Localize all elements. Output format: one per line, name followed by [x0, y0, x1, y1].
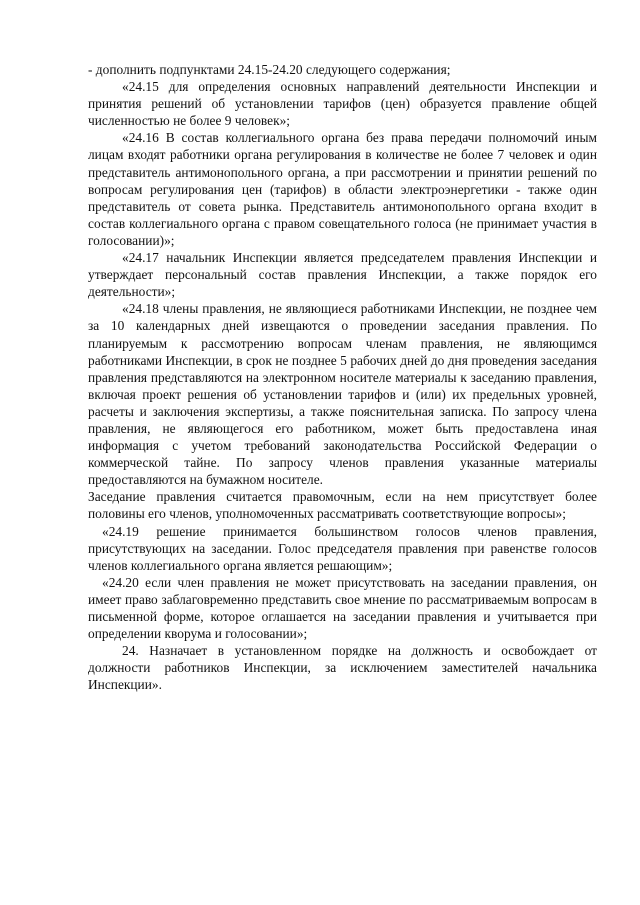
paragraph-24-19: «24.19 решение принимается большинством голосов членов правления, присутствующих на заседании. Голос председателя правления при равенстве голосов членов коллегиального органа является решающим»;	[88, 523, 597, 573]
paragraph-24-18: «24.18 члены правления, не являющиеся работниками Инспекции, не позднее чем за 10 календарных дней извещаются о проведении заседания правления. По планируемым к рассмотрению вопросам членам правления, не являющимся работниками Инспекции, в срок не позднее 5 рабочих дней до дня проведения заседания правления представляются на электронном носителе материалы к заседанию правления, включая проект решения об установлении тарифов и (или) их предельных уровней, расчеты и заключения экспертизы, а также пояснительная записка. По запросу члена правления, не являющегося его работником, может быть предоставлена иная информация с учетом требований законодательства Российской Федерации о коммерческой тайне. По запросу членов правления указанные материалы предоставляются на бумажном носителе.	[88, 301, 597, 488]
paragraph-24-16: «24.16 В состав коллегиального органа без права передачи полномочий иным лицам входят работники органа регулирования в количестве не более 7 человек и один представитель антимонопольного органа, а при рассмотрении и принятии решений по вопросам регулирования цен (тарифов) в области электроэнергетики - также один представитель от совета рынка. Представитель антимонопольного органа входит в состав коллегиального органа с правом совещательного голоса (не принимает участия в голосовании)»;	[88, 130, 597, 248]
paragraph-intro: - дополнить подпунктами 24.15-24.20 следующего содержания;	[88, 62, 451, 77]
document-page	[88, 61, 597, 693]
paragraph-quorum: Заседание правления считается правомочным, если на нем присутствует более половины его членов, уполномоченных рассматривать соответствующие вопросы»;	[88, 489, 597, 522]
paragraph-24-17: «24.17 начальник Инспекции является председателем правления Инспекции и утверждает персональный состав правления Инспекции, а также порядок его деятельности»;	[88, 250, 597, 300]
paragraph-24-20: «24.20 если член правления не может присутствовать на заседании правления, он имеет право заблаговременно представить свое мнение по рассматриваемым вопросам в письменной форме, которое оглашается на заседании правления и учитывается при определении кворума и голосовании»;	[88, 574, 597, 642]
paragraph-item-24: 24. Назначает в установленном порядке на должность и освобождает от должности работников Инспекции, за исключением заместителей начальника Инспекции».	[88, 643, 597, 693]
paragraph-24-15: «24.15 для определения основных направлений деятельности Инспекции и принятия решений об установлении тарифов (цен) образуется правление общей численностью не более 9 человек»;	[88, 79, 597, 129]
